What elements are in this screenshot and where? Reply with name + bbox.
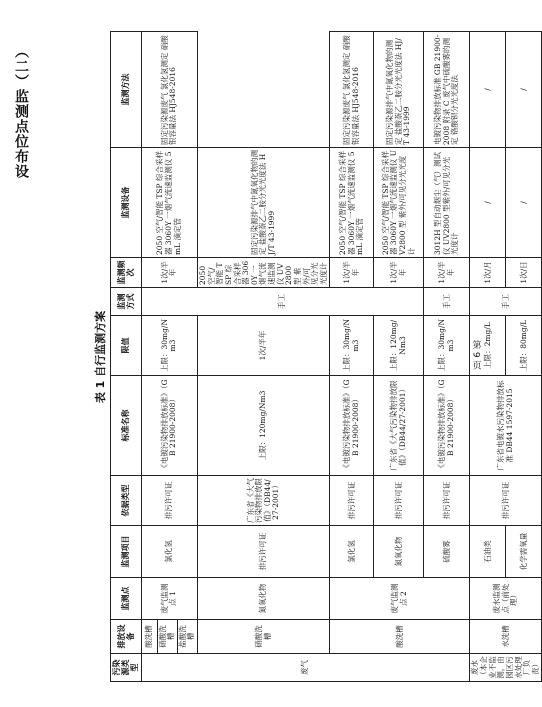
item-cell: 氯化氢	[330, 526, 374, 578]
standard-cell: 《电镀污染物排放标准》（GB 21900-2008）	[141, 376, 198, 476]
header-item: 监测项目	[111, 526, 142, 578]
mode-cell: 手工	[470, 288, 542, 316]
standard-cell: 《电镀污染物排放标准》（GB 21900-2008）	[424, 376, 470, 476]
item-cell: 氮氧化物	[198, 578, 330, 620]
equipment-cell: 酸洗槽	[330, 620, 470, 654]
header-mode: 监测方式	[111, 288, 142, 316]
item-cell: 化学需氧量	[506, 526, 542, 578]
header-point: 监测点	[111, 578, 142, 620]
limit-cell: 上限：120mg/Nm3	[374, 316, 424, 376]
point-gas-2: 废气监测点 2	[330, 578, 470, 620]
method-cell: 电镀污染物排放标准 GB 21900-2008 附录 C 废气中硫酸雾的测定 铬酸钡分光光度法	[424, 32, 470, 148]
standard-cell: 广东省《大气污染物排放限值》（DB44/27-2001）	[374, 376, 424, 476]
device-cell: 2050 空气/智能 TSP 综合采样器 3060Y 一烟气流速监测仪 UV2800 型 紫外/可见分光光度计	[198, 258, 330, 288]
table-row	[141, 32, 157, 682]
header-limit: 限值	[111, 316, 142, 376]
limit-cell: 上限：30mg/Nm3	[141, 316, 198, 376]
limit-cell: 上限：30mg/Nm3	[330, 316, 374, 376]
basis-cell: 排污许可证	[374, 476, 424, 526]
method-cell: /	[506, 32, 542, 148]
device-cell: 2050 空气/智能 TSP 综合采样器 3060Y 一烟气流速监测仪 UV2800 型 紫外/可见分光光度计	[374, 148, 424, 258]
equipment-cell: 水洗槽	[470, 620, 542, 654]
item-cell: 石油类	[470, 526, 506, 578]
limit-cell: 上限：120mg/Nm3	[198, 376, 330, 476]
header-device: 监测设备	[111, 148, 142, 258]
standard-cell: 广东省电镀水污染物排放标准 DB44 1597-2015	[470, 376, 542, 476]
limit-cell: 上限：2mg/L	[470, 316, 506, 376]
point-gas-1: 废气监测点 1	[141, 578, 198, 620]
device-cell: /	[470, 148, 506, 258]
limit-cell: 上限：30mg/Nm3	[424, 316, 470, 376]
table-row	[198, 32, 330, 682]
method-cell: 固定污染源排气中氮氧化物的测定 盐酸萘乙二胺分光光度法 HJ/T 43-1999	[198, 148, 330, 258]
frequency-cell: 1次/日	[506, 258, 542, 288]
frequency-cell: 1次/半年	[330, 258, 374, 288]
frequency-cell: 1次/半年	[424, 258, 470, 288]
basis-cell: 排污许可证	[141, 476, 198, 526]
item-cell: 氯化氢	[141, 526, 198, 578]
mode-cell: 手工	[141, 288, 424, 316]
item-cell: 氮氧化物	[374, 526, 424, 578]
device-cell: /	[506, 148, 542, 258]
header-frequency: 监测频次	[111, 258, 142, 288]
equipment-cell: 硝酸洗槽	[198, 620, 330, 654]
header-source-type: 污染源类型	[111, 654, 142, 682]
header-method: 监测方法	[111, 32, 142, 148]
section-title: （二）监测点位布设	[13, 43, 29, 179]
method-cell: 固定污染源排气中氮氧化物的测定 盐酸萘乙二胺分光光度法 HJ/T 43-1999	[374, 32, 424, 148]
standard-cell: 广东省《大气污染物排放限值》（DB44/27-2001）	[198, 476, 330, 526]
table-title: 表 1 自行监测方案	[94, 310, 107, 404]
device-cell: 2050 空气/智能 TSP 综合采样器 3060Y 一烟气流速监测仪 5mL 滴定管	[330, 148, 374, 258]
device-cell: 2050 空气/智能 TSP 综合采样器 3060Y 一烟气流速监测仪 5mL 滴定管	[141, 148, 198, 258]
equipment-cell: 硝酸洗槽	[157, 620, 177, 654]
header-row	[111, 32, 142, 682]
basis-cell: 排污许可证	[424, 476, 470, 526]
header-equipment: 排放设备	[111, 620, 142, 654]
page-number: 第 9 页	[470, 340, 481, 370]
method-cell: /	[470, 32, 506, 148]
frequency-cell: 1次/半年	[141, 258, 198, 288]
method-cell: 固定污染源废气 氯化氢测定 硝酸银容量法 HJ548-2016	[330, 32, 374, 148]
frequency-cell: 1次/月	[470, 258, 506, 288]
frequency-cell: 1次/半年	[374, 258, 424, 288]
limit-cell: 上限：80mg/L	[506, 316, 542, 376]
standard-cell: 《电镀污染物排放标准》（GB 21900-2008）	[330, 376, 374, 476]
table-row	[330, 32, 374, 682]
header-standard: 标准名称	[111, 376, 142, 476]
equipment-cell: 盐酸洗槽	[177, 620, 197, 654]
basis-cell: 排污许可证	[470, 476, 542, 526]
mode-cell: 手工	[424, 288, 470, 316]
basis-cell: 排污许可证	[198, 526, 330, 578]
header-basis: 依据类型	[111, 476, 142, 526]
frequency-cell: 1次/半年	[198, 316, 330, 376]
equipment-cell: 酸洗槽	[141, 620, 157, 654]
device-cell: 3012H 型自动烟尘（气）测试仪 UV2800 型紫外/可见分光光度计	[424, 148, 470, 258]
item-cell: 硫酸雾	[424, 526, 470, 578]
source-water: 废水（本企业不监测，由园区污水处理厂负责）	[470, 654, 542, 682]
basis-cell: 排污许可证	[330, 476, 374, 526]
source-gas: 废气	[141, 654, 470, 682]
method-cell: 固定污染源废气 氯化氢测定 硝酸银容量法 HJ548-2016	[141, 32, 198, 148]
point-water: 废水监测点（前处理）	[470, 578, 542, 620]
